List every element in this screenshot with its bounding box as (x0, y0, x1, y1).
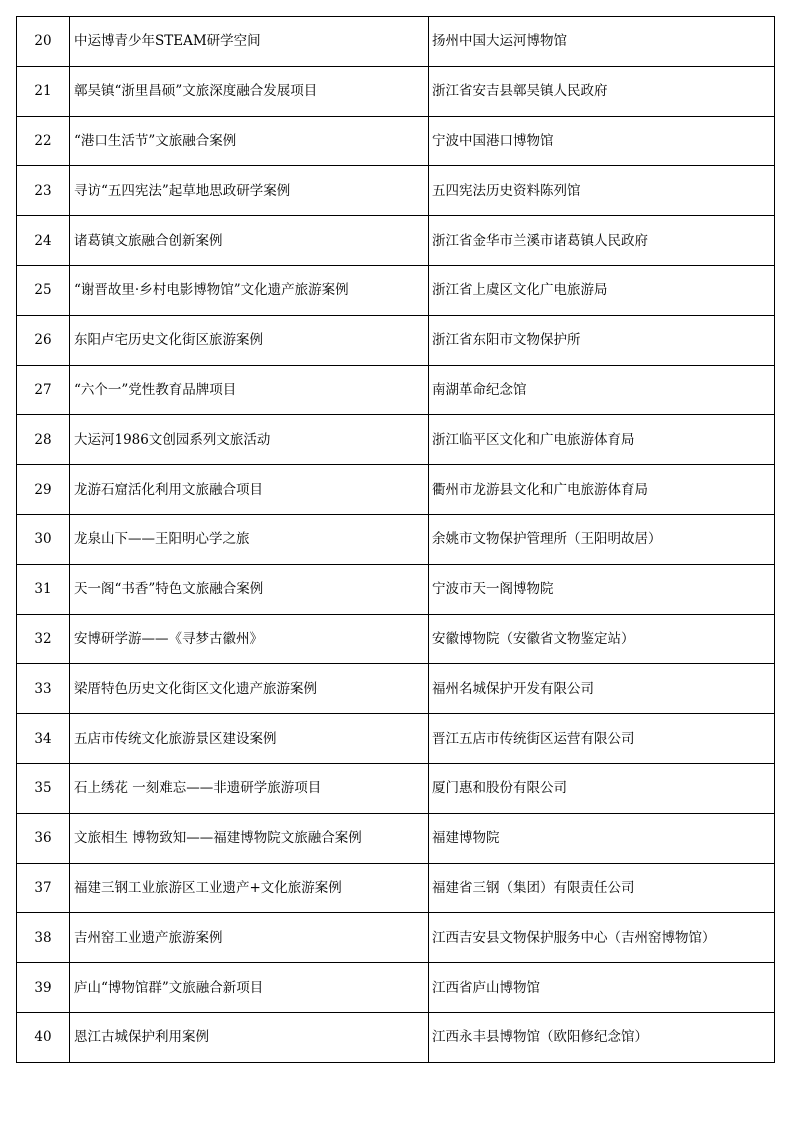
table-row (17, 17, 775, 67)
row-number-cell: 29 (17, 465, 70, 515)
organization-cell: 厦门惠和股份有限公司 (429, 763, 775, 813)
organization-cell: 福建省三钢（集团）有限责任公司 (429, 863, 775, 913)
table-row (17, 564, 775, 614)
row-number-cell: 40 (17, 1012, 70, 1062)
row-number-cell: 33 (17, 664, 70, 714)
case-list-table-container (16, 16, 775, 1063)
case-name-cell: 五店市传统文化旅游景区建设案例 (70, 714, 429, 764)
table-row (17, 763, 775, 813)
table-row (17, 863, 775, 913)
table-row (17, 415, 775, 465)
organization-cell: 江西省庐山博物馆 (429, 963, 775, 1013)
table-body (17, 17, 775, 1063)
table-row (17, 813, 775, 863)
case-name-cell: 庐山“博物馆群”文旅融合新项目 (70, 963, 429, 1013)
organization-cell: 福州名城保护开发有限公司 (429, 664, 775, 714)
row-number-cell: 23 (17, 166, 70, 216)
organization-cell: 福建博物院 (429, 813, 775, 863)
case-name-cell: 东阳卢宅历史文化街区旅游案例 (70, 315, 429, 365)
case-name-cell: 大运河1986文创园系列文旅活动 (70, 415, 429, 465)
row-number-cell: 32 (17, 614, 70, 664)
case-name-cell: 安博研学游——《寻梦古徽州》 (70, 614, 429, 664)
case-name-cell: 恩江古城保护利用案例 (70, 1012, 429, 1062)
row-number-cell: 26 (17, 315, 70, 365)
case-name-cell: 龙泉山下——王阳明心学之旅 (70, 514, 429, 564)
organization-cell: 宁波中国港口博物馆 (429, 116, 775, 166)
row-number-cell: 31 (17, 564, 70, 614)
case-name-cell: “六个一”党性教育品牌项目 (70, 365, 429, 415)
case-name-cell: 中运博青少年STEAM研学空间 (70, 17, 429, 67)
row-number-cell: 27 (17, 365, 70, 415)
organization-cell: 浙江临平区文化和广电旅游体育局 (429, 415, 775, 465)
table-row (17, 365, 775, 415)
table-row (17, 315, 775, 365)
row-number-cell: 36 (17, 813, 70, 863)
case-name-cell: “谢晋故里·乡村电影博物馆”文化遗产旅游案例 (70, 265, 429, 315)
row-number-cell: 30 (17, 514, 70, 564)
case-name-cell: 寻访“五四宪法”起草地思政研学案例 (70, 166, 429, 216)
organization-cell: 扬州中国大运河博物馆 (429, 17, 775, 67)
table-row (17, 514, 775, 564)
table-row (17, 216, 775, 266)
row-number-cell: 20 (17, 17, 70, 67)
table-row (17, 465, 775, 515)
organization-cell: 衢州市龙游县文化和广电旅游体育局 (429, 465, 775, 515)
row-number-cell: 24 (17, 216, 70, 266)
case-name-cell: 梁厝特色历史文化街区文化遗产旅游案例 (70, 664, 429, 714)
organization-cell: 江西永丰县博物馆（欧阳修纪念馆） (429, 1012, 775, 1062)
organization-cell: 五四宪法历史资料陈列馆 (429, 166, 775, 216)
table-row (17, 1012, 775, 1062)
case-name-cell: 天一阁“书香”特色文旅融合案例 (70, 564, 429, 614)
case-name-cell: “港口生活节”文旅融合案例 (70, 116, 429, 166)
case-name-cell: 鄣吴镇“浙里昌硕”文旅深度融合发展项目 (70, 66, 429, 116)
organization-cell: 浙江省金华市兰溪市诸葛镇人民政府 (429, 216, 775, 266)
row-number-cell: 34 (17, 714, 70, 764)
table-row (17, 614, 775, 664)
table-row (17, 913, 775, 963)
organization-cell: 余姚市文物保护管理所（王阳明故居） (429, 514, 775, 564)
table-row (17, 265, 775, 315)
row-number-cell: 28 (17, 415, 70, 465)
row-number-cell: 22 (17, 116, 70, 166)
case-name-cell: 福建三钢工业旅游区工业遗产+文化旅游案例 (70, 863, 429, 913)
organization-cell: 浙江省上虞区文化广电旅游局 (429, 265, 775, 315)
table-row (17, 664, 775, 714)
organization-cell: 浙江省东阳市文物保护所 (429, 315, 775, 365)
case-name-cell: 诸葛镇文旅融合创新案例 (70, 216, 429, 266)
organization-cell: 晋江五店市传统街区运营有限公司 (429, 714, 775, 764)
case-name-cell: 龙游石窟活化利用文旅融合项目 (70, 465, 429, 515)
table-row (17, 116, 775, 166)
row-number-cell: 25 (17, 265, 70, 315)
organization-cell: 安徽博物院（安徽省文物鉴定站） (429, 614, 775, 664)
row-number-cell: 38 (17, 913, 70, 963)
organization-cell: 宁波市天一阁博物院 (429, 564, 775, 614)
organization-cell: 江西吉安县文物保护服务中心（吉州窑博物馆） (429, 913, 775, 963)
organization-cell: 南湖革命纪念馆 (429, 365, 775, 415)
table-row (17, 166, 775, 216)
row-number-cell: 35 (17, 763, 70, 813)
table-row (17, 66, 775, 116)
case-name-cell: 文旅相生 博物致知——福建博物院文旅融合案例 (70, 813, 429, 863)
case-name-cell: 吉州窑工业遗产旅游案例 (70, 913, 429, 963)
table-row (17, 714, 775, 764)
row-number-cell: 37 (17, 863, 70, 913)
case-list-table (16, 16, 775, 1063)
organization-cell: 浙江省安吉县鄣吴镇人民政府 (429, 66, 775, 116)
row-number-cell: 39 (17, 963, 70, 1013)
row-number-cell: 21 (17, 66, 70, 116)
table-row (17, 963, 775, 1013)
case-name-cell: 石上绣花 一刻难忘——非遗研学旅游项目 (70, 763, 429, 813)
